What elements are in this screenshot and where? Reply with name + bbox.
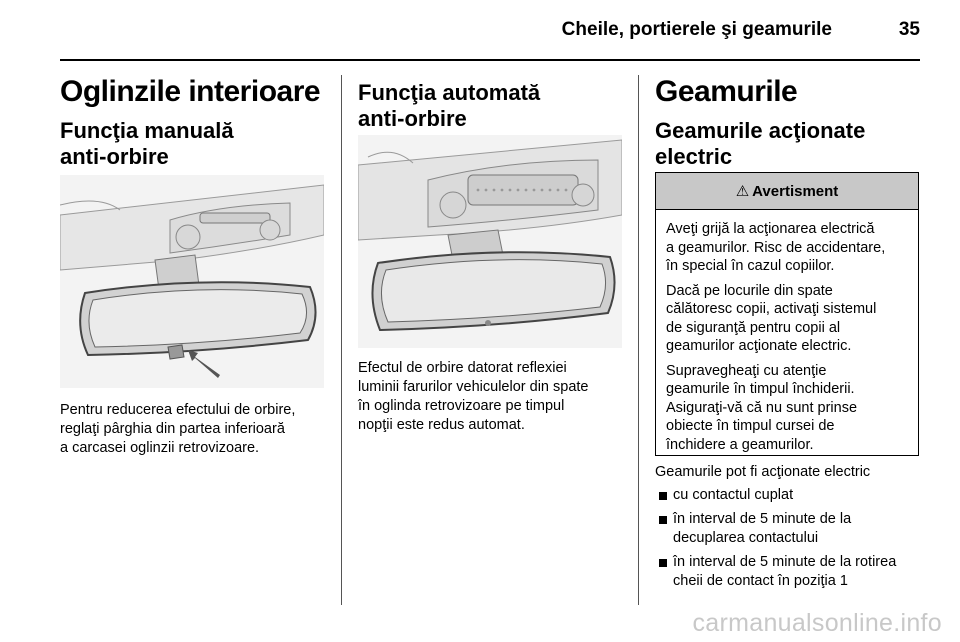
warning-body xyxy=(656,210,918,454)
list-item: în interval de 5 minute de la rotirea cheii de contact în poziţia 1 xyxy=(658,553,928,591)
watermark: carmanualsonline.info xyxy=(692,609,942,637)
body-manual-antiglare: Pentru reducerea efectului de orbire, reglaţi pârghia din partea inferioară a carcasei oglinzii retrovizoare. xyxy=(60,402,296,456)
body-power-windows-intro: Geamurile pot fi acţionate electric xyxy=(655,464,871,480)
warning-box xyxy=(655,172,919,456)
bullet-square-icon xyxy=(659,492,667,500)
warning-triangle-icon: ⚠ xyxy=(735,183,750,200)
running-header-title: Cheile, portierele şi geamurile xyxy=(561,19,832,40)
warning-header xyxy=(656,173,918,210)
list-item: cu contactul cuplat xyxy=(658,486,928,505)
subheading-auto-antiglare: Funcţia automată anti-orbire xyxy=(358,80,541,131)
column-divider xyxy=(638,75,639,605)
section-heading-mirrors: Oglinzile interioare xyxy=(60,75,321,108)
bullet-square-icon xyxy=(659,559,667,567)
header-rule xyxy=(60,59,920,61)
mirror-auto-illustration xyxy=(358,135,622,348)
warning-paragraph: Dacă pe locurile din spate călătoresc copii, activaţi sistemul de siguranţă pentru copii al geamurilor acţionate electric. xyxy=(666,282,877,354)
column-divider xyxy=(341,75,342,605)
subheading-power-windows: Geamurile acţionate electric xyxy=(655,118,866,169)
mirror-manual-illustration xyxy=(60,175,324,388)
warning-paragraph: Supravegheaţi cu atenţie geamurile în timpul închiderii. Asiguraţi-vă că nu sunt prinse obiecte în timpul cursei de închidere a geamurilor. xyxy=(666,362,858,453)
body-auto-antiglare: Efectul de orbire datorat reflexiei luminii farurilor vehiculelor din spate în oglinda retrovizoare pe timpul nopţii este redus automat. xyxy=(358,360,589,433)
bullet-square-icon xyxy=(659,516,667,524)
page-number: 35 xyxy=(898,19,920,40)
section-heading-windows: Geamurile xyxy=(655,75,798,108)
warning-paragraph: Aveţi grijă la acţionarea electrică a geamurilor. Risc de accidentare, în special în cazul copiilor. xyxy=(666,221,886,274)
list-item: în interval de 5 minute de la decuplarea contactului xyxy=(658,510,928,548)
subheading-manual-antiglare: Funcţia manuală anti-orbire xyxy=(60,118,234,169)
power-windows-conditions-list xyxy=(658,486,928,596)
warning-title: Avertisment xyxy=(752,182,839,200)
